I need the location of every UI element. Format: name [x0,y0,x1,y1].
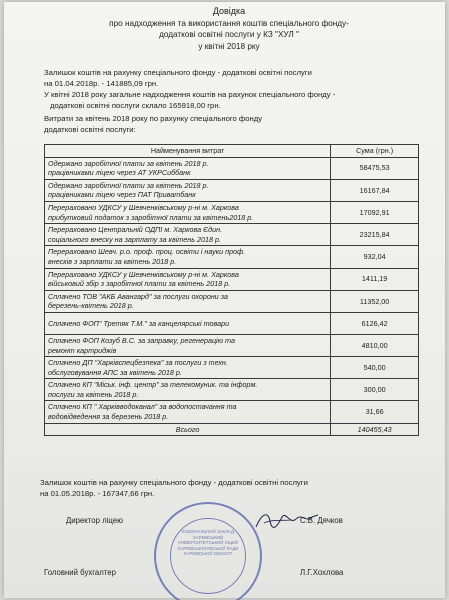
expenses-intro-line-1: Витрати за квітень 2018 року по рахунку спеціального фонду [44,114,263,123]
expense-amount: 23215,84 [331,224,419,246]
header-line-1: про надходження та використання коштів спеціального фонду- [109,18,349,28]
opening-balance [44,68,424,89]
expense-description: Сплачено КП " Харківводоканал" за водопостачання та водовідведення за березень 2018 р. [45,401,331,423]
accountant-title: Головний бухгалтер [44,568,116,577]
table-row [45,224,419,246]
document-header [64,6,394,52]
closing-balance-line-2: на 01.05.2018р. - 167347,66 грн. [40,488,155,498]
expense-description: Сплачено ФОП" Третяк Т.М." за канцелярські товари [45,312,331,334]
expense-amount: 58475,53 [331,157,419,179]
expenses-intro-line-2: додаткові освітні послуги: [44,124,136,134]
table-row [45,179,419,201]
expense-description: Сплачено КП "Міськ. інф. центр" за телекомуник. та інформ. послуги за квітень 2018 р. [45,379,331,401]
accountant-name: Л.Г.Хохлова [300,568,344,577]
director-name: С.В. Дячков [300,516,343,525]
opening-balance-line-1: Залишок коштів на рахунку спеціального фонду - додаткові освітні послуги [44,68,312,77]
expenses-intro [44,114,424,135]
expense-amount: 17092,91 [331,201,419,223]
expense-description: Перераховано Центральній ОДПІ м. Харкова Єдин. соціального внеску на зарплату за квітень 2018 р. [45,224,331,246]
expense-amount: 6126,42 [331,312,419,334]
expense-description: Перераховано Шевч. р.о. проф. проц. освіти і науки проф. внесків з зарплати за квітень 2018 р. [45,246,331,268]
document-sheet [4,2,445,598]
total-label: Всього [45,423,331,436]
income-statement [44,90,424,111]
table-header-row [45,145,419,158]
table-row [45,357,419,379]
expense-description: Одержано заробітної плати за квітень 2018 р. працівниками ліцею через ПАТ Приватбанк [45,179,331,201]
expense-description: Сплачено ТОВ "АКБ Авангард" за послуги охорони за березень-квітень 2018 р. [45,290,331,312]
expense-amount: 16167,84 [331,179,419,201]
director-title: Директор ліцею [66,516,123,525]
header-line-2: додаткові освітні послуги у КЗ "ХУЛ " [159,30,299,39]
table-row [45,379,419,401]
income-line-2: додаткові освітні послуги склало 165918,00 грн. [50,100,221,110]
stamp-text: КОМУНАЛЬНИЙ ЗАКЛАД ХАРКІВСЬКИЙ УНІВЕРСИТЕТСЬКИЙ ЛІЦЕЙ ХАРКІВСЬКОЇ МІСЬКОЇ РАДИ ХАРКІВСЬКОЇ ОБЛАСТІ [177,529,239,557]
closing-balance-line-1: Залишок коштів на рахунку спеціального фонду - додаткові освітні послуги [40,478,308,487]
table-row [45,290,419,312]
expenses-table [44,144,419,436]
official-stamp [154,502,262,600]
header-line-3: у квітні 2018 рку [198,41,260,51]
expense-amount: 932,04 [331,246,419,268]
opening-balance-line-2: на 01.04.2018р. - 141885,09 грн. [44,78,159,88]
expense-description: Перераховано УДКСУ у Шевченківському р-ні м. Харкова прибутковий податок з заробітної плати за квітень2018 р. [45,201,331,223]
expense-amount: 31,66 [331,401,419,423]
expense-amount: 11352,00 [331,290,419,312]
closing-balance [40,478,420,499]
expense-description: Сплачено ФОП Козуб В.С. за заправку, регенерацію та ремонт картриджів [45,334,331,356]
expense-amount: 1411,19 [331,268,419,290]
table-row [45,268,419,290]
table-total-row [45,423,419,436]
total-amount: 140455,43 [331,423,419,436]
expense-amount: 4810,00 [331,334,419,356]
table-row [45,334,419,356]
table-row [45,246,419,268]
expense-description: Перераховано УДКСУ у Шевченківському р-ні м. Харкова військовий збір з заробітної плати за квітень 2018 р. [45,268,331,290]
table-row [45,201,419,223]
expense-amount: 300,00 [331,379,419,401]
table-row [45,157,419,179]
table-row [45,312,419,334]
column-header-sum: Сума (грн.) [331,145,419,158]
expense-description: Сплачено ДП "Харківспецбезпека" за послуги з техн. обслуговування АПС за квітень 2018 р. [45,357,331,379]
document-title: Довідка [212,6,246,16]
column-header-name: Найменування витрат [45,145,331,158]
expense-amount: 540,00 [331,357,419,379]
expense-description: Одержано заробітної плати за квітень 2018 р. працівниками ліцею через АТ УКРСиббанк [45,157,331,179]
table-row [45,401,419,423]
income-line-1: У квітні 2018 року загальне надходження коштів на рахунок спеціального фонду - [44,90,336,99]
